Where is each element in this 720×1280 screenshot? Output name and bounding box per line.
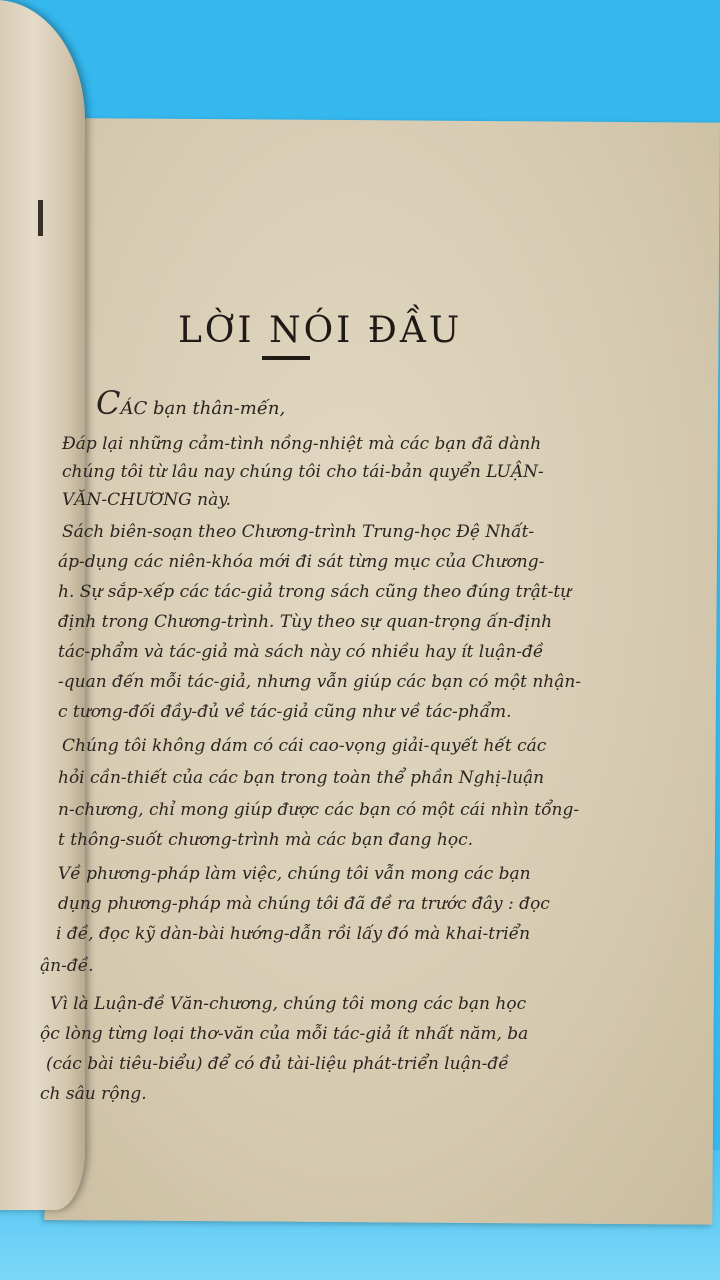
text-line: chúng tôi từ lâu nay chúng tôi cho tái-bản quyển LUẬN- <box>62 462 544 482</box>
salutation-rest: ÁC bạn thân-mến, <box>120 398 286 419</box>
text-line: Vì là Luận-đề Văn-chương, chúng tôi mong các bạn học <box>50 994 527 1014</box>
text-line: t thông-suốt chương-trình mà các bạn đang học. <box>58 830 474 850</box>
text-line: Đáp lại những cảm-tình nồng-nhiệt mà các bạn đã dành <box>62 434 542 454</box>
text-line: ận-đề. <box>40 956 94 976</box>
text-line: Chúng tôi không dám có cái cao-vọng giải-quyết hết các <box>62 736 547 756</box>
text-line: áp-dụng các niên-khóa mới đi sát từng mục của Chương- <box>58 552 545 572</box>
salutation-initial: C <box>96 384 121 422</box>
text-line: (các bài tiêu-biểu) để có đủ tài-liệu phát-triển luận-đề <box>46 1054 509 1074</box>
text-line: n-chương, chỉ mong giúp được các bạn có một cái nhìn tổng- <box>58 800 580 820</box>
text-line: h. Sự sắp-xếp các tác-giả trong sách cũng theo đúng trật-tự <box>58 582 572 602</box>
text-line: VĂN-CHƯƠNG này. <box>62 490 231 510</box>
text-line: ộc lòng từng loại thơ-văn của mỗi tác-giả ít nhất năm, ba <box>40 1024 529 1044</box>
text-line: -quan đến mỗi tác-giả, nhưng vẫn giúp các bạn có một nhận- <box>58 672 582 692</box>
salutation <box>96 384 285 422</box>
text-line: định trong Chương-trình. Tùy theo sự quan-trọng ấn-định <box>58 612 553 632</box>
text-line: Sách biên-soạn theo Chương-trình Trung-học Đệ Nhất- <box>62 522 535 542</box>
text-line: ch sâu rộng. <box>40 1084 147 1104</box>
text-line: tác-phẩm và tác-giả mà sách này có nhiều hay ít luận-đề <box>58 642 544 662</box>
text-line: hỏi cần-thiết của các bạn trong toàn thể phần Nghị-luận <box>58 768 545 788</box>
text-line: Về phương-pháp làm việc, chúng tôi vẫn mong các bạn <box>58 864 531 884</box>
page-title: LỜI NÓI ĐẦU <box>178 310 463 351</box>
text-line: c tương-đối đầy-đủ về tác-giả cũng như về tác-phẩm. <box>58 702 512 722</box>
text-line: dụng phương-pháp mà chúng tôi đã đề ra trước đây : đọc <box>58 894 550 914</box>
text-line: i đề, đọc kỹ dàn-bài hướng-dẫn rồi lấy đó mà khai-triển <box>56 924 531 944</box>
